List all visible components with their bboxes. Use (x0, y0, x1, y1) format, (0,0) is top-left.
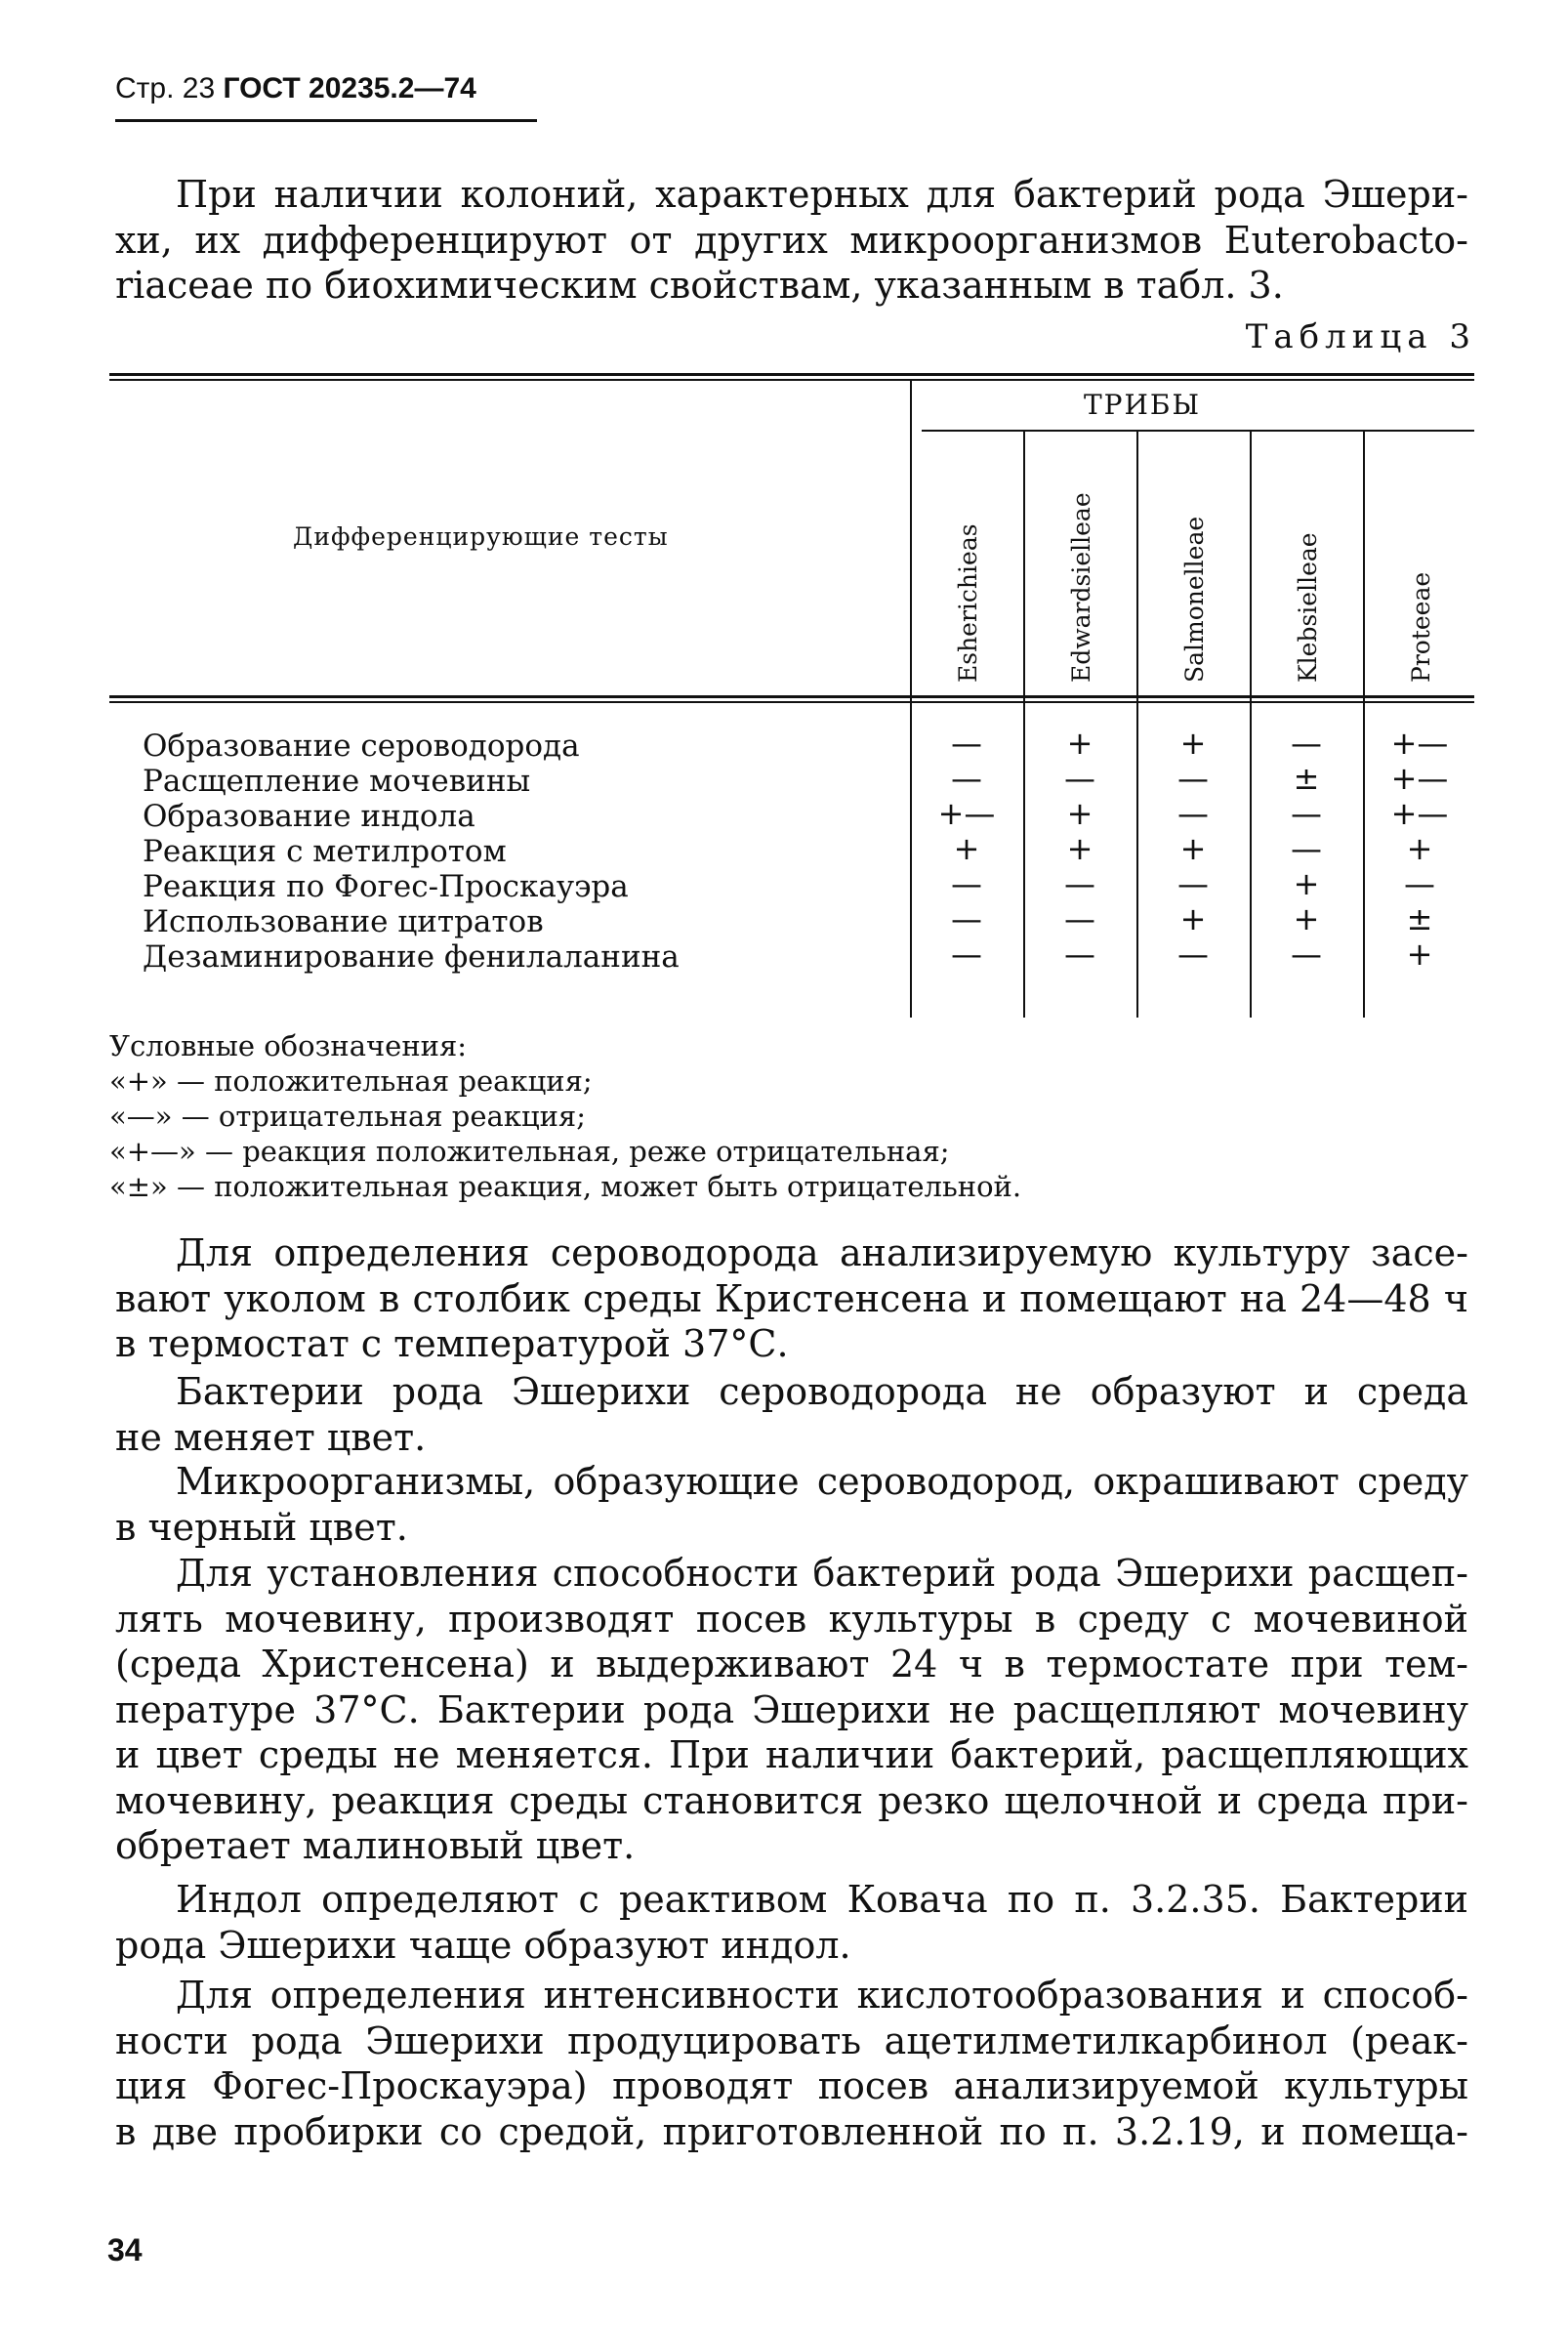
table-cell: — (951, 900, 982, 937)
paragraph (115, 1877, 1468, 1968)
text-line: ция Фогес-Проскауэра) проводят посев анализируемой культуры (115, 2064, 1468, 2107)
text-line: Для определения интенсивности кислотообразования и способ- (176, 1974, 1468, 2017)
table-cell: + (953, 830, 980, 867)
table-cell: — (1064, 760, 1095, 797)
column-divider (1250, 432, 1252, 1018)
text-line: Микроорганизмы, образующие сероводород, окрашивают среду (176, 1460, 1468, 1503)
legend-item: «+—» — реакция положительная, реже отрицательная; (109, 1135, 950, 1168)
text-line: ности рода Эшерихи продуцировать ацетилметилкарбинол (реак- (115, 2018, 1468, 2062)
table-cell: — (1177, 865, 1209, 902)
intro-paragraph (115, 172, 1468, 309)
column-divider (1023, 432, 1025, 1018)
table-cell: + (1293, 900, 1320, 937)
table-cell: — (1291, 830, 1322, 867)
text-line: в термостат с температурой 37°С. (115, 1322, 789, 1365)
column-name: Proteeae (1407, 571, 1435, 683)
intro-line: riaceae по биохимическим свойствам, указанным в табл. 3. (115, 264, 1284, 307)
text-line: мочевину, реакция среды становится резко щелочной и среда при- (115, 1778, 1468, 1822)
legend-item: «±» — положительная реакция, может быть отрицательной. (109, 1170, 1022, 1203)
table-cell: +— (1390, 760, 1449, 797)
column-name: Klebsielleae (1294, 532, 1322, 683)
tribes-rule (922, 430, 1474, 432)
table-cell: — (1064, 900, 1095, 937)
text-line: вают уколом в столбик среды Кристенсена и помещают на 24—48 ч (115, 1276, 1468, 1320)
table-cell: + (1066, 830, 1093, 867)
table-cell: — (1177, 760, 1209, 797)
table-cell: + (1293, 865, 1320, 902)
table-cell: — (1291, 795, 1322, 832)
legend-item: «—» — отрицательная реакция; (109, 1100, 586, 1133)
tribes-header: ТРИБЫ (1083, 389, 1202, 421)
table-cell: ± (1406, 900, 1433, 937)
table-row-label: Образование сероводорода (143, 728, 580, 764)
table-cell: — (951, 760, 982, 797)
table-cell: — (1404, 865, 1435, 902)
column-name: Salmonelleae (1180, 516, 1209, 683)
table-cell: — (1291, 936, 1322, 973)
intro-line: При наличии колоний, характерных для бактерий рода Эшери- (176, 173, 1468, 216)
table-row-label: Образование индола (143, 799, 475, 834)
table-divider (910, 379, 912, 1018)
text-line: обретает малиновый цвет. (115, 1824, 636, 1867)
table-cell: ± (1293, 760, 1320, 797)
paragraph (115, 1369, 1468, 1460)
page-label: Стр. 23 (115, 72, 216, 104)
column-name: Edwardsielleae (1067, 492, 1095, 683)
table-cell: +— (937, 795, 996, 832)
table-top-rule (109, 373, 1474, 376)
table-cell: + (1406, 936, 1433, 973)
table-cell: — (951, 865, 982, 902)
paragraph (115, 1230, 1468, 1367)
table-row-label: Расщепление мочевины (143, 764, 531, 799)
table-cell: + (1406, 830, 1433, 867)
header-bottom-rule-2 (109, 701, 1474, 703)
text-line: Бактерии рода Эшерихи сероводорода не образуют и среда (176, 1370, 1468, 1413)
table-row-label: Дезаминирование фенилаланина (143, 939, 680, 975)
paragraph (115, 1459, 1468, 1550)
table-cell: — (1291, 725, 1322, 762)
table-cell: + (1179, 725, 1207, 762)
paragraph (115, 1551, 1468, 1869)
table-top-rule-2 (109, 379, 1474, 381)
text-line: рода Эшерихи чаще образуют индол. (115, 1923, 851, 1967)
header-bottom-rule (109, 695, 1474, 698)
text-line: Для определения сероводорода анализируемую культуру засе- (176, 1231, 1468, 1274)
text-line: (среда Христенсена) и выдерживают 24 ч в термостате при тем- (115, 1643, 1468, 1685)
text-line: Индол определяют с реактивом Ковача по п. 3.2.35. Бактерии (176, 1878, 1468, 1921)
table-cell: +— (1390, 795, 1449, 832)
legend-item: «+» — положительная реакция; (109, 1064, 593, 1098)
table-cell: — (951, 725, 982, 762)
column-divider (1136, 432, 1138, 1018)
page-number: 34 (107, 2232, 143, 2268)
intro-line: хи, их дифференцируют от других микроорганизмов Euterobacto- (115, 218, 1468, 262)
text-line: в черный цвет. (115, 1505, 408, 1549)
text-line: лять мочевину, производят посев культуры в среду с мочевиной (115, 1597, 1468, 1641)
table-cell: + (1179, 830, 1207, 867)
table-cell: — (1177, 795, 1209, 832)
paragraph (115, 1973, 1468, 2154)
table-row-label: Использование цитратов (143, 904, 544, 939)
text-line: в две пробирки со средой, приготовленной по п. 3.2.19, и помеща- (115, 2109, 1468, 2153)
text-line: и цвет среды не меняется. При наличии бактерий, расщепляющих (115, 1733, 1468, 1776)
column-name: Esherichieas (954, 523, 982, 683)
header-rule (115, 119, 537, 122)
table-cell: + (1179, 900, 1207, 937)
row-header: Дифференцирующие тесты (293, 522, 669, 551)
table-row-label: Реакция по Фогес-Проскауэра (143, 869, 629, 904)
legend-title: Условные обозначения: (109, 1029, 468, 1062)
text-line: пературе 37°С. Бактерии рода Эшерихи не расщепляют мочевину (115, 1687, 1468, 1731)
text-line: Для установления способности бактерий рода Эшерихи расщеп- (176, 1552, 1468, 1595)
column-divider (1363, 432, 1365, 1018)
text-line: не меняет цвет. (115, 1415, 427, 1459)
doc-label: ГОСТ 20235.2—74 (223, 72, 476, 104)
table-caption: Таблица 3 (1245, 317, 1476, 356)
table-cell: + (1066, 725, 1093, 762)
page-header (115, 72, 476, 105)
table-cell: — (1064, 936, 1095, 973)
table-cell: +— (1390, 725, 1449, 762)
table-cell: — (1177, 936, 1209, 973)
table-cell: + (1066, 795, 1093, 832)
table-cell: — (951, 936, 982, 973)
table-row-label: Реакция с метилротом (143, 834, 507, 869)
table-cell: — (1064, 865, 1095, 902)
